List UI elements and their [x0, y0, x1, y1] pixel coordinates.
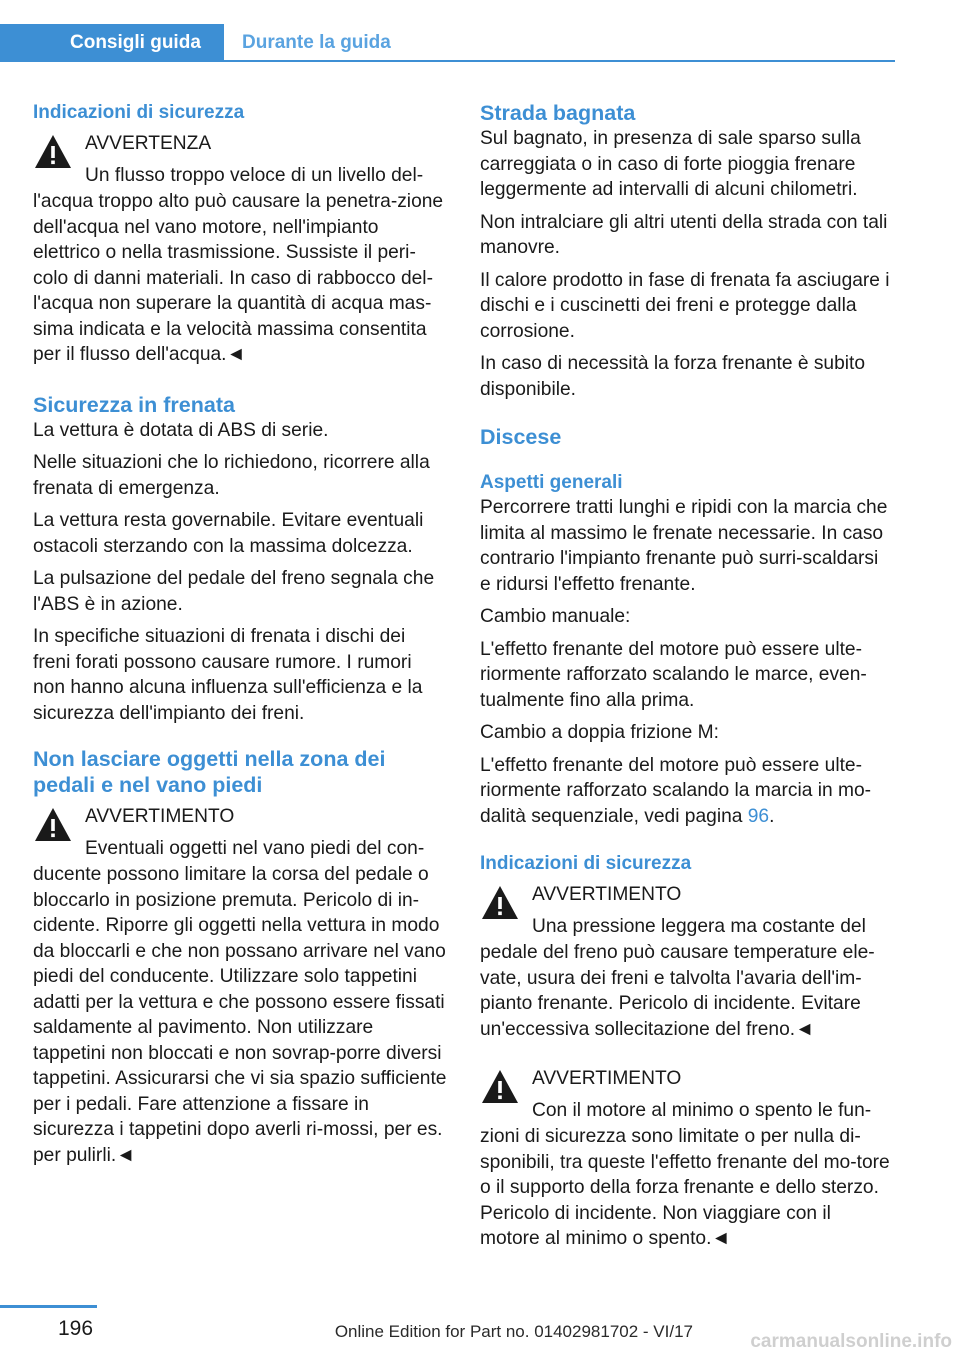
left-column: [33, 100, 447, 1192]
section-heading: Indicazioni di sicurezza: [33, 102, 245, 123]
tab-consigli-guida[interactable]: [0, 24, 224, 61]
paragraph: Non intralciare gli altri utenti della strada con tali manovre.: [480, 211, 888, 258]
paragraph: Cambio a doppia frizione M:: [480, 722, 719, 743]
paragraph: Sul bagnato, in presenza di sale sparso sulla carreggiata o in caso di forte pioggia frenare leggermente ad intervalli di alcuni chilometri.: [480, 128, 861, 200]
paragraph: In caso di necessità la forza frenante è subito disponibile.: [480, 353, 866, 400]
page-link-96[interactable]: 96: [747, 805, 770, 827]
page-number: 196: [58, 1317, 94, 1340]
page-header: [0, 0, 895, 62]
paragraph-text: .: [769, 805, 775, 827]
section-heading: Sicurezza in frenata: [33, 392, 235, 417]
warning-title: AVVERTIMENTO: [85, 806, 235, 827]
paragraph: In specifiche situazioni di frenata i dischi dei freni forati possono causare rumore. I rumori non hanno alcuna influenza sull'efficienza e la sicurezza dell'impianto dei freni.: [33, 626, 423, 724]
warning-block: [33, 131, 447, 368]
paragraph: L'effetto frenante del motore può essere ulte-riormente rafforzato scalando le marce, even-tualmente fino alla prima.: [480, 638, 867, 711]
warning-block: [480, 882, 894, 1042]
warning-triangle-icon: [480, 1068, 520, 1106]
paragraph: La pulsazione del pedale del freno segnala che l'ABS è in azione.: [33, 568, 435, 615]
paragraph: [480, 753, 894, 830]
paragraph: Nelle situazioni che lo richiedono, ricorrere alla frenata di emergenza.: [33, 452, 430, 499]
warning-title: AVVERTENZA: [85, 133, 212, 154]
subsection-heading: Aspetti generali: [480, 472, 623, 493]
footer-divider: [0, 1305, 97, 1308]
warning-text: zioni di sicurezza sono limitate o per nulla di-sponibili, tra queste l'effetto frenante del mo-tore o il supporto della forza frenante e dello sterzo. Pericolo di incidente. Non viaggiare con il motore al minimo o spento.◄: [480, 1126, 890, 1249]
warning-triangle-icon: [33, 806, 73, 844]
warning-title: AVVERTIMENTO: [532, 1068, 682, 1089]
warning-text: l'acqua troppo alto può causare la penetra-zione dell'acqua nel vano motore, nell'impianto elettrico o nella trasmissione. Sussiste il peri-colo di danni materiali. In caso di rabbocco del-l'acqua non superare la quantità di acqua mas-sima indicata e la velocità massima consentita per il flusso dell'acqua.◄: [33, 191, 444, 365]
header-divider: [0, 60, 895, 62]
paragraph: Cambio manuale:: [480, 606, 631, 627]
tab-durante-la-guida[interactable]: Durante la guida: [242, 32, 391, 53]
warning-triangle-icon: [480, 884, 520, 922]
warning-block: [33, 804, 447, 1168]
edition-text: Online Edition for Part no. 01402981702 - VI/17: [334, 1322, 693, 1341]
subsection-heading: Indicazioni di sicurezza: [480, 853, 692, 874]
paragraph: Percorrere tratti lunghi e ripidi con la marcia che limita al massimo le frenate necessarie. In caso contrario l'impianto frenante può surri-scaldarsi e ridursi l'effetto frenante.: [480, 497, 888, 595]
watermark: carmanualsonline.info: [750, 1331, 952, 1352]
tab-label: Consigli guida: [70, 32, 201, 53]
warning-line: Con il motore al minimo o spento le fun-: [532, 1099, 872, 1121]
warning-line: Una pressione leggera ma costante del: [532, 915, 866, 937]
paragraph: Il calore prodotto in fase di frenata fa asciugare i dischi e i cuscinetti dei freni e protegge dalla corrosione.: [480, 269, 890, 342]
warning-line: Un flusso troppo veloce di un livello del-: [85, 164, 424, 186]
warning-text: pedale del freno può causare temperature ele-vate, usura dei freni e talvolta l'avaria dell'im-pianto frenante. Pericolo di incidente. Evitare un'eccessiva sollecitazione del freno.◄: [480, 942, 875, 1040]
paragraph: La vettura è dotata di ABS di serie.: [33, 419, 329, 441]
section-heading: Discese: [480, 425, 562, 449]
paragraph: La vettura resta governabile. Evitare eventuali ostacoli sterzando con la massima dolcezza.: [33, 510, 424, 557]
warning-line: Eventuali oggetti nel vano piedi del con-: [85, 837, 425, 859]
warning-triangle-icon: [33, 133, 73, 171]
right-column: [480, 100, 894, 1276]
warning-title: AVVERTIMENTO: [532, 884, 682, 905]
section-heading: Strada bagnata: [480, 101, 636, 125]
warning-block: [480, 1066, 894, 1252]
paragraph-text: L'effetto frenante del motore può essere ulte-riormente rafforzato scalando la marcia in mo-dalità sequenziale, vedi pagina: [480, 754, 872, 827]
warning-text: ducente possono limitare la corsa del pedale o bloccarlo in posizione premuta. Pericolo di in-cidente. Riporre gli oggetti nella vettura in modo da bloccarli e che non possano arrivare nel vano piedi del conducente. Utilizzare solo tappetini adatti per la vettura e che possono essere fissati saldamente al pavimento. Non utilizzare tappetini non bloccati e non sovrap-porre diversi tappetini. Assicurarsi che vi sia spazio sufficiente per i pedali. Fare attenzione a fissare in sicurezza i tappetini dopo averli ri-mossi, per es. per pulirli.◄: [33, 864, 447, 1166]
section-heading: Non lasciare oggetti nella zona dei pedali e nel vano piedi: [33, 747, 386, 797]
